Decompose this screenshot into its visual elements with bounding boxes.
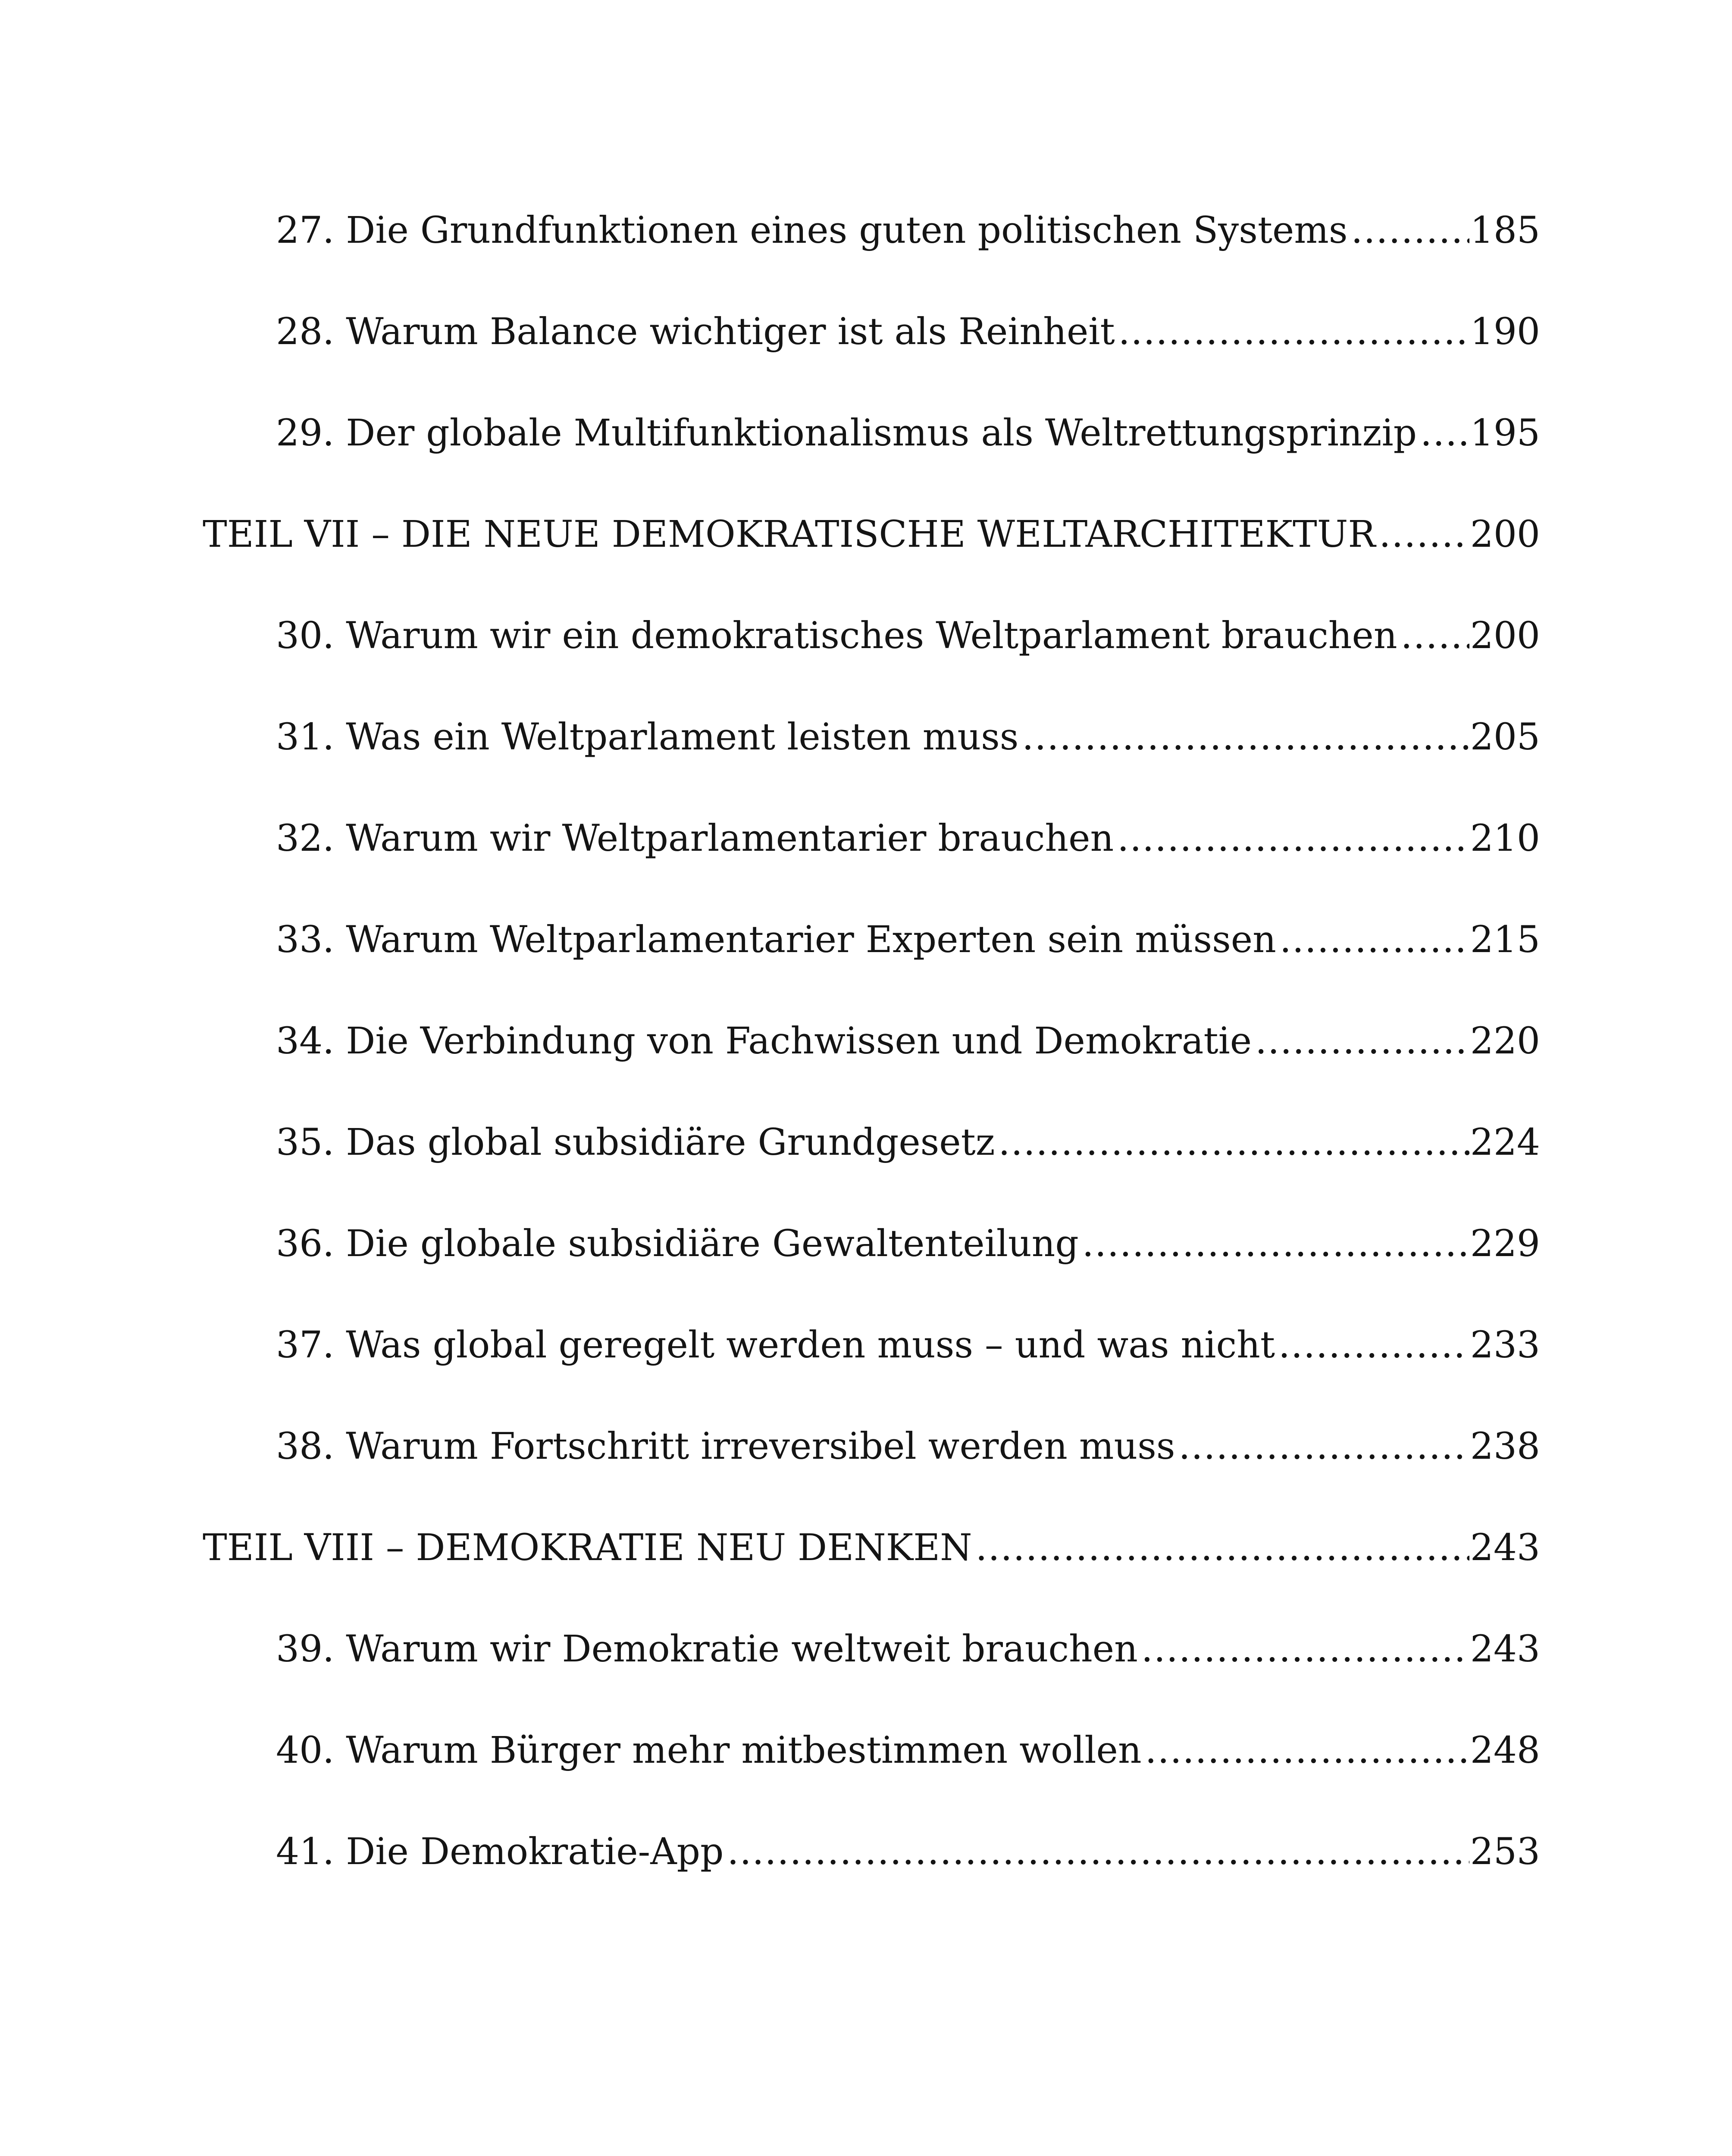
toc-entry-page-number: 190 — [1470, 310, 1540, 353]
toc-dot-leader — [976, 1520, 1469, 1576]
toc-entry-page-number: 233 — [1470, 1324, 1540, 1366]
toc-entry-page-number: 205 — [1470, 716, 1540, 758]
toc-entry-page-number: 243 — [1470, 1628, 1540, 1670]
toc-entry-part-7 — [203, 507, 1540, 563]
toc-entry-title: 30. Warum wir ein demokratisches Weltparlament brauchen — [276, 614, 1397, 657]
toc-entry-part-8 — [203, 1520, 1540, 1576]
toc-entry-chapter-41 — [276, 1824, 1540, 1880]
toc-entry-title: 35. Das global subsidiäre Grundgesetz — [276, 1121, 995, 1164]
toc-dot-leader — [1401, 608, 1469, 664]
toc-entry-title: 28. Warum Balance wichtiger ist als Reinheit — [276, 310, 1115, 353]
toc-entry-page-number: 229 — [1470, 1222, 1540, 1265]
toc-entry-title: 40. Warum Bürger mehr mitbestimmen wollen — [276, 1729, 1142, 1772]
toc-entry-chapter-38 — [276, 1419, 1540, 1475]
toc-entry-title: 34. Die Verbindung von Fachwissen und Demokratie — [276, 1020, 1252, 1062]
toc-entry-chapter-30 — [276, 608, 1540, 664]
toc-dot-leader — [1117, 811, 1469, 867]
toc-entry-chapter-29 — [276, 405, 1540, 461]
toc-entry-chapter-36 — [276, 1216, 1540, 1272]
toc-entry-title: TEIL VII – DIE NEUE DEMOKRATISCHE WELTARCHITEKTUR — [203, 513, 1376, 556]
toc-dot-leader — [1082, 1216, 1469, 1272]
toc-entry-title: 36. Die globale subsidiäre Gewaltenteilung — [276, 1222, 1079, 1265]
toc-dot-leader — [1255, 1013, 1469, 1069]
toc-entry-chapter-37 — [276, 1317, 1540, 1373]
toc-entry-chapter-40 — [276, 1723, 1540, 1779]
toc-entry-page-number: 210 — [1470, 817, 1540, 860]
toc-entry-page-number: 243 — [1470, 1526, 1540, 1569]
toc-dot-leader — [727, 1824, 1469, 1880]
toc-entry-chapter-28 — [276, 304, 1540, 360]
toc-dot-leader — [1379, 507, 1469, 563]
toc-entry-chapter-32 — [276, 811, 1540, 867]
toc-entry-title: TEIL VIII – DEMOKRATIE NEU DENKEN — [203, 1526, 972, 1569]
toc-entry-chapter-33 — [276, 912, 1540, 968]
toc-entry-title: 27. Die Grundfunktionen eines guten politischen Systems — [276, 209, 1348, 252]
toc-entry-page-number: 200 — [1470, 614, 1540, 657]
toc-entry-page-number: 224 — [1470, 1121, 1540, 1164]
toc-entry-title: 38. Warum Fortschritt irreversibel werden muss — [276, 1425, 1175, 1468]
toc-dot-leader — [1280, 912, 1469, 968]
toc-entry-page-number: 195 — [1470, 412, 1540, 454]
toc-dot-leader — [1145, 1723, 1469, 1779]
toc-entry-title: 37. Was global geregelt werden muss – und was nicht — [276, 1324, 1275, 1366]
toc-entry-chapter-34 — [276, 1013, 1540, 1069]
toc-entry-page-number: 215 — [1470, 918, 1540, 961]
toc-entry-page-number: 248 — [1470, 1729, 1540, 1772]
toc-dot-leader — [1141, 1621, 1469, 1677]
toc-entry-chapter-31 — [276, 709, 1540, 765]
toc-entry-title: 32. Warum wir Weltparlamentarier brauchen — [276, 817, 1114, 860]
toc-dot-leader — [999, 1115, 1469, 1171]
toc-dot-leader — [1022, 709, 1469, 765]
toc-entry-title: 39. Warum wir Demokratie weltweit brauchen — [276, 1628, 1138, 1670]
toc-dot-leader — [1118, 304, 1469, 360]
toc-entry-page-number: 185 — [1470, 209, 1540, 252]
toc-entry-page-number: 220 — [1470, 1020, 1540, 1062]
toc-entry-title: 41. Die Demokratie-App — [276, 1830, 724, 1873]
toc-entry-page-number: 253 — [1470, 1830, 1540, 1873]
toc-entry-chapter-27 — [276, 203, 1540, 259]
toc-entry-title: 33. Warum Weltparlamentarier Experten sein müssen — [276, 918, 1276, 961]
toc-entry-page-number: 238 — [1470, 1425, 1540, 1468]
toc-dot-leader — [1351, 203, 1469, 259]
toc-dot-leader — [1420, 405, 1469, 461]
toc-dot-leader — [1278, 1317, 1469, 1373]
toc-entry-title: 29. Der globale Multifunktionalismus als Weltrettungsprinzip — [276, 412, 1417, 454]
toc-dot-leader — [1178, 1419, 1469, 1475]
toc-entry-chapter-35 — [276, 1115, 1540, 1171]
toc-entry-page-number: 200 — [1470, 513, 1540, 556]
toc-entry-chapter-39 — [276, 1621, 1540, 1677]
toc-entry-title: 31. Was ein Weltparlament leisten muss — [276, 716, 1019, 758]
